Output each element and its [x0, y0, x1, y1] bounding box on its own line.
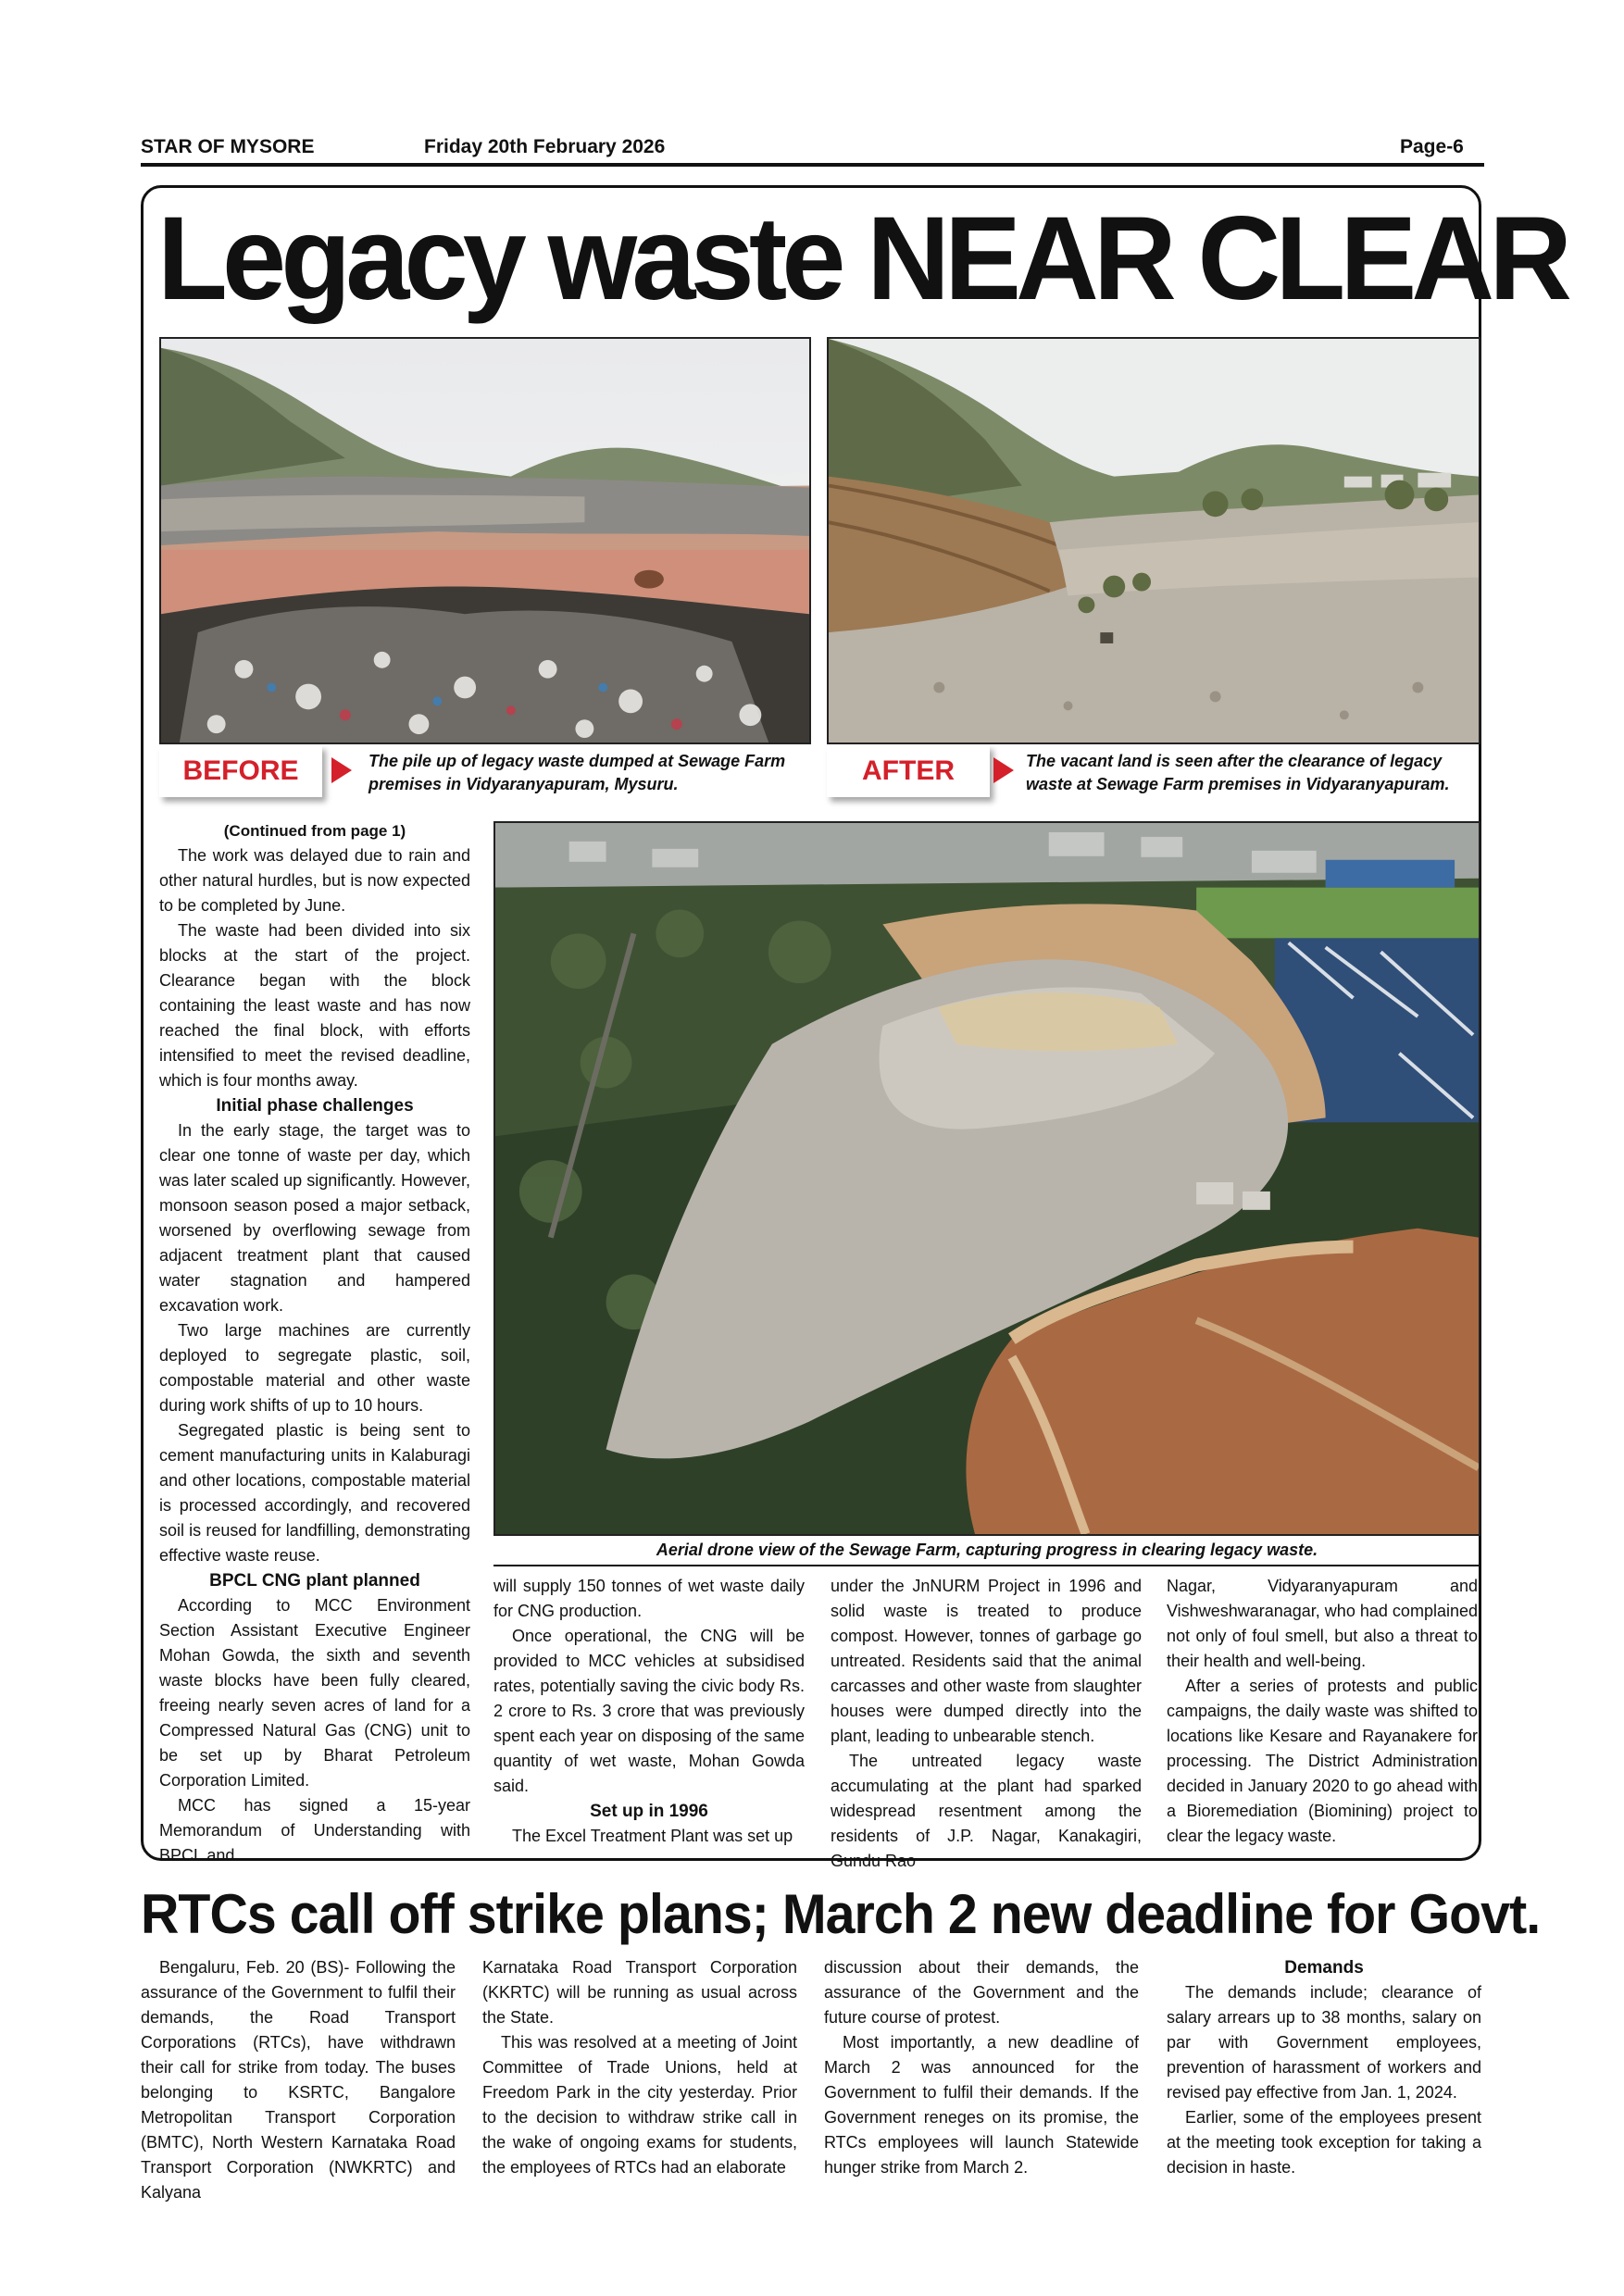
- masthead-name: STAR OF MYSORE: [141, 136, 315, 157]
- paragraph: will supply 150 tonnes of wet waste daily for CNG production.: [493, 1577, 805, 1620]
- subhead-bpcl: BPCL CNG plant planned: [209, 1571, 420, 1591]
- paragraph: discussion about their demands, the assurance of the Government and the future course of protest.: [824, 1958, 1139, 2027]
- header-rule: [141, 163, 1484, 167]
- paragraph: Earlier, some of the employees present at the meeting took exception for taking a decision in haste.: [1167, 2108, 1481, 2177]
- paragraph: under the JnNURM Project in 1996 and solid waste is treated to produce compost. However, tonnes of garbage go untreated. Residents said that the animal carcasses and other waste from slaughter houses were dumped directly into the plant, leading to unbearable stench.: [831, 1577, 1142, 1745]
- paragraph: Most importantly, a new deadline of March 2 was announced for the Government to fulfil their demands. If the Government reneges on its promise, the RTCs employees will launch Statewide hunger strike from March 2.: [824, 2033, 1139, 2177]
- paragraph: In the early stage, the target was to clear one tonne of waste per day, which was later scaled up significantly. However, monsoon season posed a major setback, worsened by overflowing sewage from adjacent treatment plant that caused water stagnation and hampered excavation work.: [159, 1121, 470, 1315]
- story2-column-1: [141, 1955, 456, 2205]
- paragraph: According to MCC Environment Section Assistant Executive Engineer Mohan Gowda, the sixth and seventh waste blocks have been fully cleared, freeing nearly seven acres of land for a Compressed Natural Gas (CNG) unit to be set up by Bharat Petroleum Corporation Limited.: [159, 1596, 470, 1790]
- subhead-setup-1996: Set up in 1996: [590, 1802, 708, 1821]
- aerial-photo: [493, 821, 1480, 1536]
- paragraph: MCC has signed a 15-year Memorandum of Understanding with BPCL and: [159, 1796, 470, 1865]
- story2-column-3: [824, 1955, 1139, 2180]
- paragraph: After a series of protests and public campaigns, the daily waste was shifted to locations like Kesare and Rayanakere for processing. The District Administration decided in January 2020 to go ahead with a Bioremediation (Biomining) project to clear the legacy waste.: [1167, 1677, 1478, 1845]
- masthead-date: Friday 20th February 2026: [424, 136, 666, 157]
- paragraph: The untreated legacy waste accumulating at the plant had sparked widespread resentment among the residents of J.P. Nagar, Kanakagiri, Gundu Rao: [831, 1752, 1142, 1870]
- aerial-caption: Aerial drone view of the Sewage Farm, capturing progress in clearing legacy waste.: [656, 1541, 1318, 1559]
- story1-headline: Legacy waste NEAR CLEAR: [157, 193, 1568, 325]
- paragraph: The work was delayed due to rain and other natural hurdles, but is now expected to be completed by June.: [159, 846, 470, 915]
- continued-note: (Continued from page 1): [223, 822, 406, 840]
- paragraph: Once operational, the CNG will be provided to MCC vehicles at subsidised rates, potentially saving the civic body Rs. 2 crore to Rs. 3 crore that was previously spent each year on disposing of the same quantity of wet waste, Mohan Gowda said.: [493, 1627, 805, 1795]
- paragraph: Bengaluru, Feb. 20 (BS)- Following the assurance of the Government to fulfil their demands, the Road Transport Corporations (RTCs), have withdrawn their call for strike from today. The buses belonging to KSRTC, Bangalore Metropolitan Transport Corporation (BMTC), North Western Karnataka Road Transport Corporation (NWKRTC) and Kalyana: [141, 1958, 456, 2202]
- story1-column-2: [493, 1574, 805, 1849]
- story1-column-4: [1167, 1574, 1478, 1849]
- paragraph: The waste had been divided into six blocks at the start of the project. Clearance began with the block containing the least waste and has now reached the final block, with efforts intensified to meet the revised deadline, which is four months away.: [159, 921, 470, 1090]
- after-caption: The vacant land is seen after the clearance of legacy waste at Sewage Farm premises in Vidyaranyapuram.: [1026, 752, 1450, 793]
- story2-column-4: [1167, 1955, 1481, 2180]
- story2-column-2: [482, 1955, 797, 2180]
- aerial-photo-art: [495, 823, 1479, 1534]
- story1-column-3: [831, 1574, 1142, 1874]
- after-tag: AFTER: [827, 745, 990, 797]
- caption-arrow-icon: [331, 757, 352, 783]
- paragraph: The demands include; clearance of salary arrears up to 38 months, salary on par with Government employees, prevention of harassment of workers and revised pay effective from Jan. 1, 2024.: [1167, 1983, 1481, 2102]
- before-photo-art: [161, 339, 809, 742]
- paragraph: Karnataka Road Transport Corporation (KKRTC) will be running as usual across the State.: [482, 1958, 797, 2027]
- page-number: Page-6: [1400, 136, 1464, 157]
- story1-column-1: [159, 818, 470, 1868]
- before-caption: The pile up of legacy waste dumped at Sewage Farm premises in Vidyaranyapuram, Mysuru.: [369, 752, 786, 793]
- subhead-initial-phase: Initial phase challenges: [216, 1096, 414, 1116]
- after-photo: [827, 337, 1480, 744]
- caption-rule: [493, 1565, 1480, 1566]
- paragraph: This was resolved at a meeting of Joint Committee of Trade Unions, held at Freedom Park in the city yesterday. Prior to the decision to withdraw strike call in the wake of ongoing exams for students, the employees of RTCs had an elaborate: [482, 2033, 797, 2177]
- paragraph: Nagar, Vidyaranyapuram and Vishweshwaranagar, who had complained not only of foul smell, but also a threat to their health and well-being.: [1167, 1577, 1478, 1670]
- subhead-demands: Demands: [1284, 1958, 1364, 1978]
- paragraph: The Excel Treatment Plant was set up: [512, 1827, 793, 1845]
- paragraph: Segregated plastic is being sent to cement manufacturing units in Kalaburagi and other locations, compostable material is processed accordingly, and recovered soil is reused for landfilling, demonstrating effective waste reuse.: [159, 1421, 470, 1565]
- caption-arrow-icon: [993, 757, 1014, 783]
- before-photo: [159, 337, 811, 744]
- paragraph: Two large machines are currently deployed to segregate plastic, soil, compostable material and other waste during work shifts of up to 10 hours.: [159, 1321, 470, 1415]
- story2-headline: RTCs call off strike plans; March 2 new deadline for Govt.: [141, 1883, 1541, 1945]
- before-tag: BEFORE: [159, 745, 322, 797]
- after-photo-art: [829, 339, 1479, 742]
